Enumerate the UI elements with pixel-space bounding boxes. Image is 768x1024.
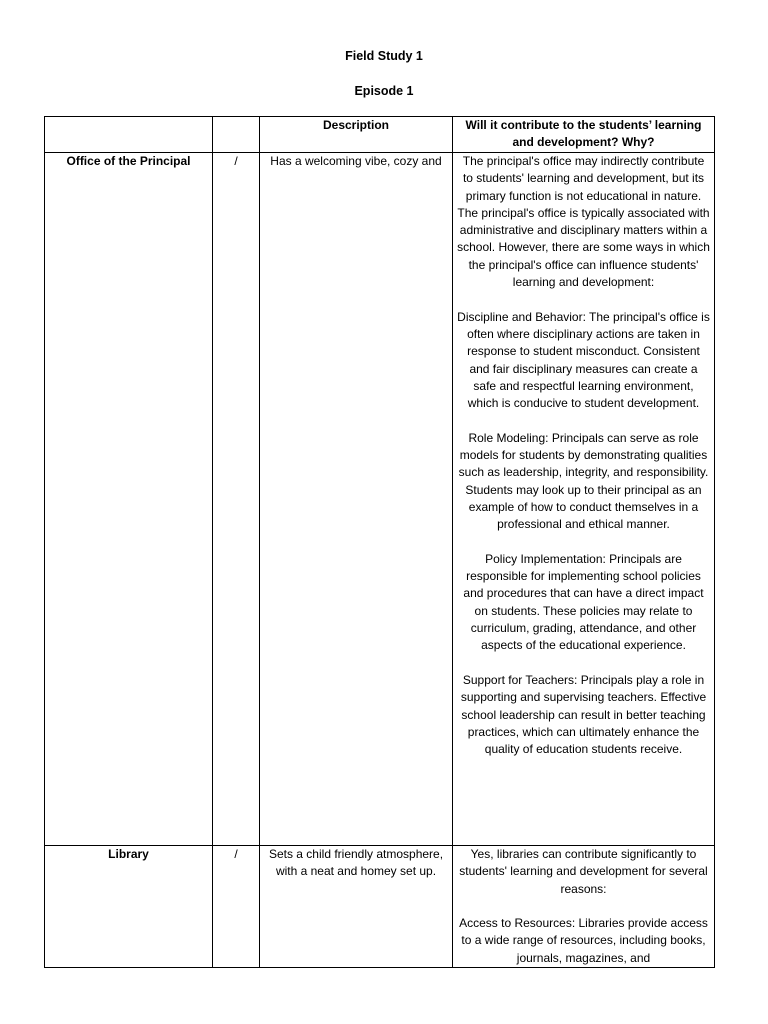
- answer-paragraph: The principal's office may indirectly contribute to students' learning and development, but its primary function is not educational in nature. The principal's office is typically associated with administrative and disciplinary matters within a school. However, there are some ways in which the principal's office can influence students' learning and development:: [457, 154, 710, 290]
- area-description: Sets a child friendly atmosphere, with a neat and homey set up.: [260, 846, 453, 968]
- area-name: Library: [45, 846, 213, 968]
- document-subtitle: Episode 1: [354, 84, 414, 98]
- table-row: [45, 846, 715, 968]
- header-cell-contribution: Will it contribute to the students’ learning and development? Why?: [453, 117, 715, 153]
- field-study-table: [44, 116, 715, 968]
- contribution-answer: [453, 846, 715, 968]
- answer-paragraph: Support for Teachers: Principals play a role in supporting and supervising teachers. Effective school leadership can result in better teaching practices, which can ultimately enhance the quality of education students receive.: [460, 672, 707, 757]
- table-row: [45, 153, 715, 846]
- header-cell-mark: [213, 117, 260, 153]
- table-header-row: [45, 117, 715, 153]
- check-mark: /: [213, 153, 260, 846]
- answer-paragraph: Access to Resources: Libraries provide access to a wide range of resources, including books, journals, magazines, and: [459, 916, 708, 965]
- check-mark: /: [213, 846, 260, 968]
- header-cell-area: [45, 117, 213, 153]
- contribution-answer: [453, 153, 715, 846]
- answer-paragraph: Yes, libraries can contribute significantly to students' learning and development for several reasons:: [459, 847, 708, 896]
- header-cell-description: Description: [260, 117, 453, 153]
- area-description: Has a welcoming vibe, cozy and: [260, 153, 453, 846]
- area-name: Office of the Principal: [45, 153, 213, 846]
- answer-paragraph: Policy Implementation: Principals are responsible for implementing school policies and procedures that can have a direct impact on students. These policies may relate to curriculum, grading, attendance, and other aspects of the educational experience.: [463, 551, 704, 653]
- answer-paragraph: Role Modeling: Principals can serve as role models for students by demonstrating qualities such as leadership, integrity, and responsibility. Students may look up to their principal as an example of how to conduct themselves in a professional and ethical manner.: [458, 430, 709, 532]
- answer-paragraph: Discipline and Behavior: The principal's office is often where disciplinary actions are taken in response to student misconduct. Consistent and fair disciplinary measures can create a safe and respectful learning environment, which is conducive to student development.: [457, 309, 710, 411]
- document-title: Field Study 1: [345, 49, 423, 63]
